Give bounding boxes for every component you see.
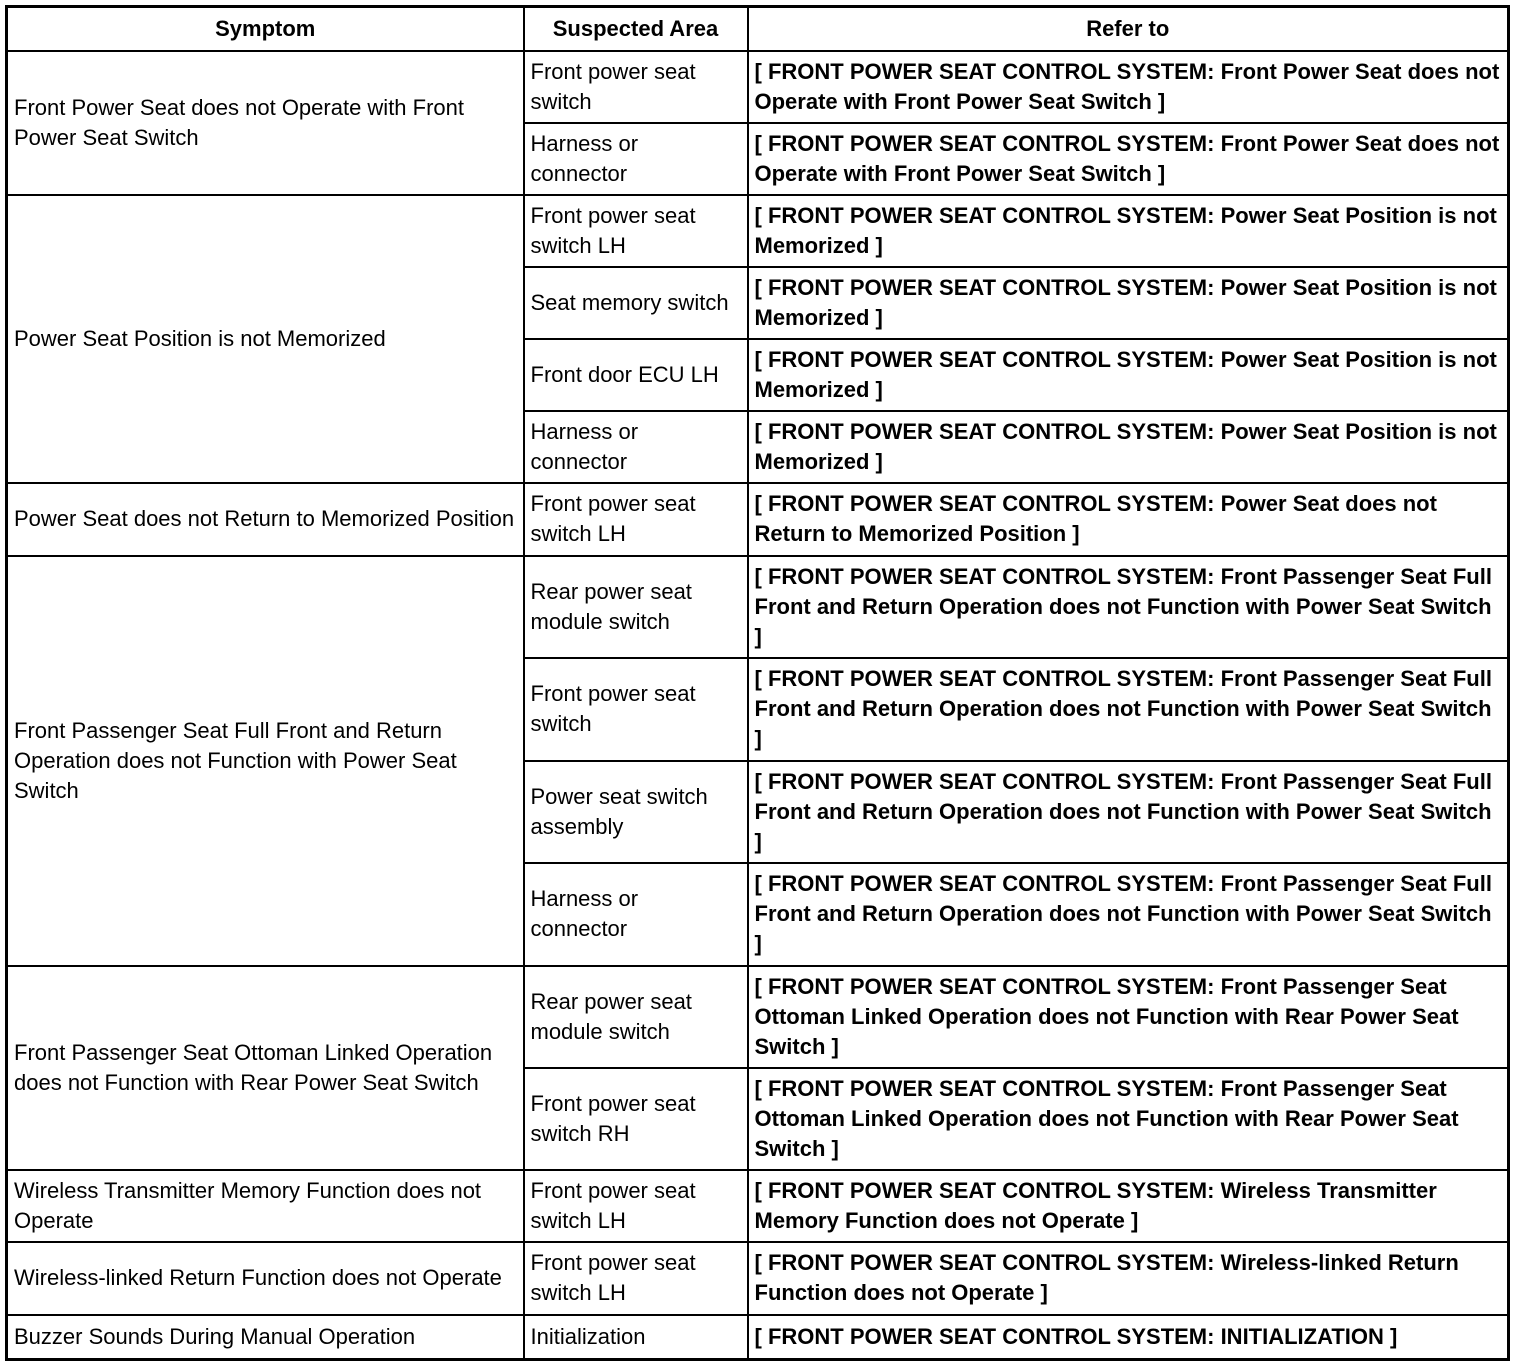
symptom-cell: Wireless Transmitter Memory Function does not Operate xyxy=(7,1170,524,1242)
header-row xyxy=(7,7,1509,51)
table-row xyxy=(7,195,1509,267)
table-row xyxy=(7,966,1509,1068)
suspected-area-cell: Rear power seat module switch xyxy=(524,556,748,658)
symptom-cell: Front Passenger Seat Ottoman Linked Operation does not Function with Rear Power Seat Switch xyxy=(7,966,524,1170)
suspected-area-cell: Harness or connector xyxy=(524,411,748,483)
symptom-cell: Power Seat does not Return to Memorized Position xyxy=(7,483,524,556)
header-suspected-area: Suspected Area xyxy=(524,7,748,51)
refer-to-cell: [ FRONT POWER SEAT CONTROL SYSTEM: Power Seat Position is not Memorized ] xyxy=(748,411,1509,483)
refer-to-cell: [ FRONT POWER SEAT CONTROL SYSTEM: Front Power Seat does not Operate with Front Power Seat Switch ] xyxy=(748,51,1509,123)
refer-to-cell: [ FRONT POWER SEAT CONTROL SYSTEM: Front Passenger Seat Ottoman Linked Operation does not Function with Rear Power Seat Switch ] xyxy=(748,1068,1509,1170)
suspected-area-cell: Front power seat switch RH xyxy=(524,1068,748,1170)
suspected-area-cell: Harness or connector xyxy=(524,123,748,195)
suspected-area-cell: Rear power seat module switch xyxy=(524,966,748,1068)
suspected-area-cell: Front power seat switch LH xyxy=(524,1242,748,1315)
symptom-cell: Front Power Seat does not Operate with Front Power Seat Switch xyxy=(7,51,524,195)
refer-to-cell: [ FRONT POWER SEAT CONTROL SYSTEM: INITIALIZATION ] xyxy=(748,1315,1509,1360)
suspected-area-cell: Front power seat switch LH xyxy=(524,483,748,556)
symptom-cell: Wireless-linked Return Function does not Operate xyxy=(7,1242,524,1315)
refer-to-cell: [ FRONT POWER SEAT CONTROL SYSTEM: Front Power Seat does not Operate with Front Power Seat Switch ] xyxy=(748,123,1509,195)
refer-to-cell: [ FRONT POWER SEAT CONTROL SYSTEM: Power Seat does not Return to Memorized Position ] xyxy=(748,483,1509,556)
refer-to-cell: [ FRONT POWER SEAT CONTROL SYSTEM: Front Passenger Seat Ottoman Linked Operation does not Function with Rear Power Seat Switch ] xyxy=(748,966,1509,1068)
suspected-area-cell: Front power seat switch LH xyxy=(524,195,748,267)
refer-to-cell: [ FRONT POWER SEAT CONTROL SYSTEM: Wireless Transmitter Memory Function does not Operate ] xyxy=(748,1170,1509,1242)
suspected-area-cell: Front power seat switch LH xyxy=(524,1170,748,1242)
refer-to-cell: [ FRONT POWER SEAT CONTROL SYSTEM: Front Passenger Seat Full Front and Return Operation does not Function with Power Seat Switch ] xyxy=(748,658,1509,761)
table-row xyxy=(7,483,1509,556)
suspected-area-cell: Front door ECU LH xyxy=(524,339,748,411)
symptom-cell: Power Seat Position is not Memorized xyxy=(7,195,524,483)
suspected-area-cell: Initialization xyxy=(524,1315,748,1360)
refer-to-cell: [ FRONT POWER SEAT CONTROL SYSTEM: Front Passenger Seat Full Front and Return Operation does not Function with Power Seat Switch ] xyxy=(748,761,1509,863)
refer-to-cell: [ FRONT POWER SEAT CONTROL SYSTEM: Front Passenger Seat Full Front and Return Operation does not Function with Power Seat Switch ] xyxy=(748,556,1509,658)
table-row xyxy=(7,51,1509,123)
table-body xyxy=(7,51,1509,1360)
refer-to-cell: [ FRONT POWER SEAT CONTROL SYSTEM: Wireless-linked Return Function does not Operate ] xyxy=(748,1242,1509,1315)
suspected-area-cell: Front power seat switch xyxy=(524,658,748,761)
symptom-cell: Front Passenger Seat Full Front and Return Operation does not Function with Power Seat Switch xyxy=(7,556,524,966)
table-row xyxy=(7,556,1509,658)
refer-to-cell: [ FRONT POWER SEAT CONTROL SYSTEM: Power Seat Position is not Memorized ] xyxy=(748,195,1509,267)
table-row xyxy=(7,1315,1509,1360)
header-symptom: Symptom xyxy=(7,7,524,51)
suspected-area-cell: Seat memory switch xyxy=(524,267,748,339)
refer-to-cell: [ FRONT POWER SEAT CONTROL SYSTEM: Front Passenger Seat Full Front and Return Operation does not Function with Power Seat Switch ] xyxy=(748,863,1509,966)
suspected-area-cell: Front power seat switch xyxy=(524,51,748,123)
refer-to-cell: [ FRONT POWER SEAT CONTROL SYSTEM: Power Seat Position is not Memorized ] xyxy=(748,267,1509,339)
suspected-area-cell: Harness or connector xyxy=(524,863,748,966)
suspected-area-cell: Power seat switch assembly xyxy=(524,761,748,863)
table-row xyxy=(7,1170,1509,1242)
table-row xyxy=(7,1242,1509,1315)
symptom-table xyxy=(5,5,1510,1361)
header-refer-to: Refer to xyxy=(748,7,1509,51)
refer-to-cell: [ FRONT POWER SEAT CONTROL SYSTEM: Power Seat Position is not Memorized ] xyxy=(748,339,1509,411)
symptom-cell: Buzzer Sounds During Manual Operation xyxy=(7,1315,524,1360)
